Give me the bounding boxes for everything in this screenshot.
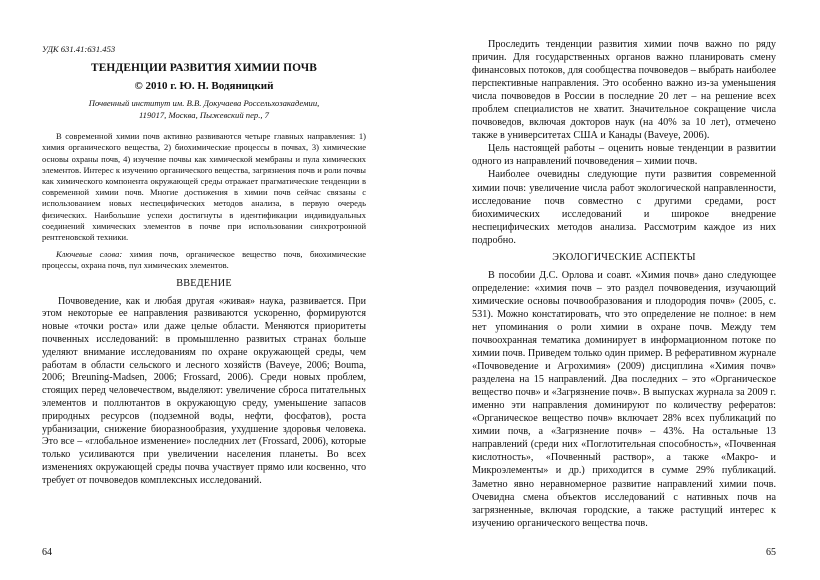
right-page bbox=[410, 0, 820, 580]
section-heading-introduction: ВВЕДЕНИЕ bbox=[176, 277, 232, 289]
affiliation-line: 119017, Москва, Пыжевский пер., 7 bbox=[139, 109, 269, 120]
article-title: ТЕНДЕНЦИИ РАЗВИТИЯ ХИМИИ ПОЧВ bbox=[91, 62, 317, 74]
section-heading-ecological-aspects: ЭКОЛОГИЧЕСКИЕ АСПЕКТЫ bbox=[552, 251, 696, 263]
body-paragraph: Почвоведение, как и любая другая «живая» наука, развивается. При этом некоторые ее направления развиваются ускоренно, формируются новые «точки роста» или даже целые области. Меняются приоритеты почвенных исследований: в промышленно развитых странах больше уделяют внимание исследованиям по охране окружающей среды, чем работам в области сельского и лесного хозяйств (Baveye, 2006; Bouma, 2006; Breuning-Madsen, 2006; Frossard, 2006). Среди новых проблем, стоящих перед человечеством, выделяют: увеличение сброса питательных элементов и поллютантов в окружающую среду, уменьшение запасов природных ресурсов (подземной воды, нефти, фосфатов), роста урбанизации, снижение биоразнообразия, ухудшение здоровья человека. Это все – «глобальное изменение» последних лет (Frossard, 2006), которые только усиливаются при увеличении населения планеты. Во всех изменениях окружающей среды почва участвует прямо или косвенно, что требует от почвоведов комплексных исследований. bbox=[42, 295, 366, 486]
body-paragraph: Наиболее очевидны следующие пути развития современной химии почв: увеличение числа работ экологической направленности, исследование почв совместно с другими средами, рост биохимических исследований и широкое внедрение неспецифических методов анализа. Рассмотрим каждое из них подробно. bbox=[472, 169, 776, 246]
keywords-label: Ключевые слова: bbox=[56, 249, 123, 260]
page-number: 65 bbox=[766, 547, 776, 558]
author-affiliation bbox=[42, 98, 366, 121]
affiliation-line: Почвенный институт им. В.В. Докучаева Россельхозакадемии, bbox=[88, 98, 320, 108]
udc-code: УДК 631.41:631.453 bbox=[42, 44, 116, 54]
keywords-text: химия почв, органическое вещество почв, биохимические процессы, охрана почв, пул химических элементов. bbox=[42, 249, 367, 271]
body-paragraph: Цель настоящей работы – оценить новые тенденции в развитии одного из направлений почвоведения – химии почв. bbox=[472, 143, 776, 168]
body-paragraph: Проследить тенденции развития химии почв важно по ряду причин. Для государственных органов важно планировать смену финансовых потоков, для сообщества почвоведов – выбрать наиболее перспективные направления. Это особенно важно из-за уменьшения числа почвоведов в России в последние 20 лет – на решение всех проблем специалистов не хватит. Значительное сокращение числа почвоведов, включая докторов наук (на 40% за 10 лет), отмечено также в университетах США и Канады (Baveye, 2006). bbox=[472, 39, 776, 142]
abstract: В современной химии почв активно развиваются четыре главных направления: 1) химия органического вещества, 2) биохимические процессы в почвах, 3) химические основы охраны почв, 4) изучение почвы как химической мембраны и пула химических элементов. Интерес к изучению органического вещества, загрязнения почв и роли почвы как химического компонента окружающей среды отражает прагматические тенденции в современной химии почв. Многие достижения в химии почв сейчас связаны с использованием новых неспецифических методов анализа, в первую очередь физических. Наибольшие успехи достигнуты в идентификации индивидуальных соединений химических элементов в почве при использовании синхротронной рентгеновской техники. bbox=[42, 131, 366, 243]
page-number: 64 bbox=[42, 547, 52, 558]
body-paragraph: В пособии Д.С. Орлова и соавт. «Химия почв» дано следующее определение: «химия почв – это раздел почвоведения, изучающий химические основы почвообразования и плодородия почв» (2005, с. 531). Можно констатировать, что это определение не полное: в нем нет упоминания о роли химии в охране почв. Между тем почвоохранная тематика доминирует в информационном потоке по химии почв. Приведем только один пример. В реферативном журнале «Почвоведение и Агрохимия» (2009) дисциплина «Химия почв» разделена на 15 направлений. Два последних – это «Органическое вещество почв» и «Загрязнение почв». В выпусках журнала за 2009 г. именно эти направления доминируют по количеству рефератов: «Органическое вещество почв» включает 28% всех публикаций по химии почв, а «Загрязнение почв» – 43%. На остальные 13 направлений (среди них «Поглотительная способность», «Почвенная кислотность», «Почвенный раствор», а также «Макро- и Микроэлементы» и др.) приходится в сумме 29% публикаций. Заметно явно неравномерное развитие направлений химии почв. Очевидна смена объектов исследований с нативных почв на загрязненные, включая городские, а также растущий интерес к изучению органического вещества почв. bbox=[472, 269, 776, 529]
keywords bbox=[42, 249, 366, 271]
article-author: © 2010 г. Ю. Н. Водяницкий bbox=[134, 80, 274, 92]
